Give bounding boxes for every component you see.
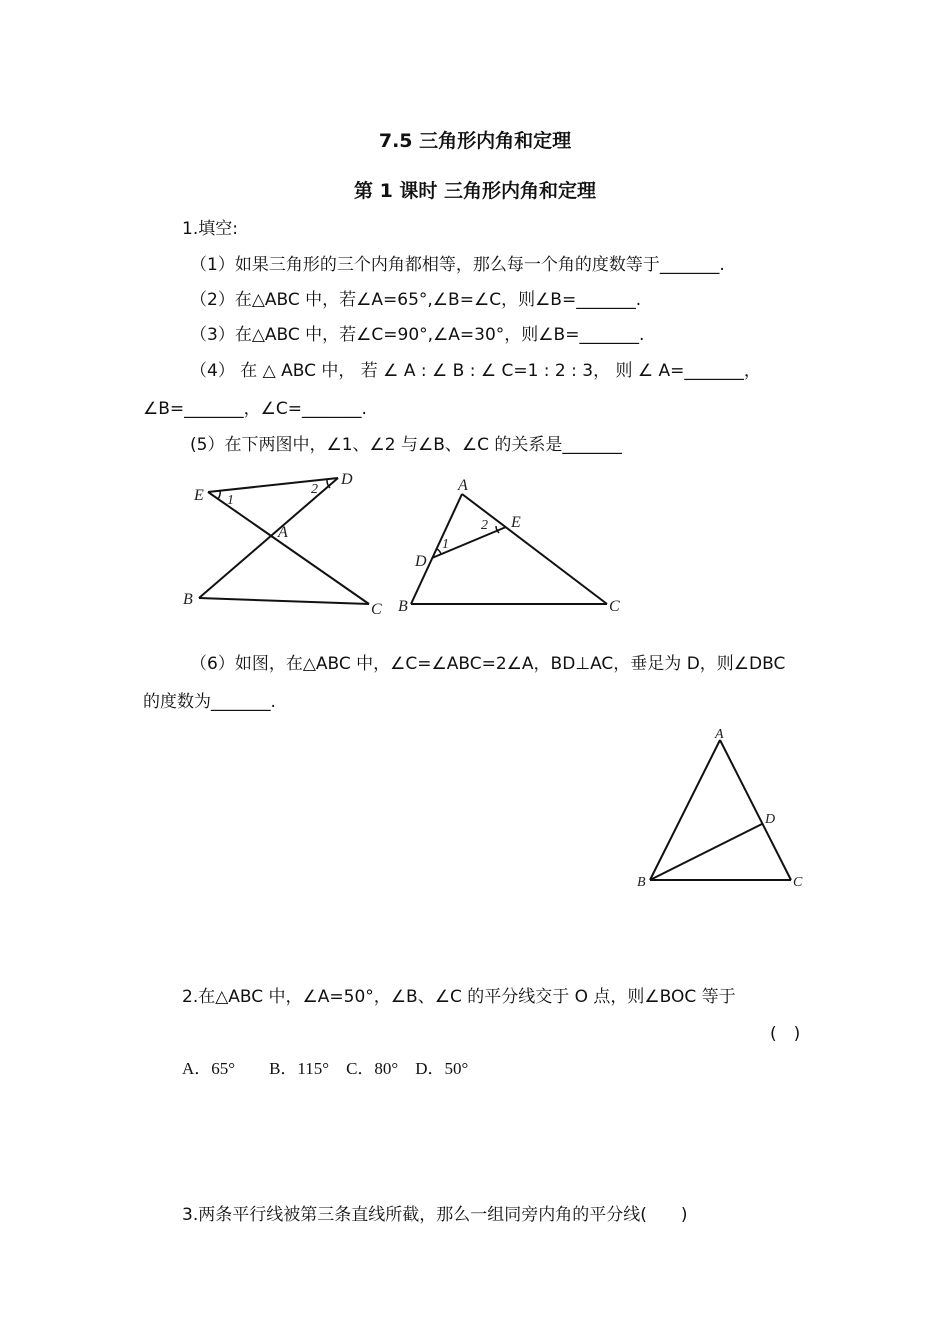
figure-triangle-de [395, 470, 635, 620]
angle-1-arc [437, 549, 441, 554]
q1-header: 1.填空: [182, 219, 238, 239]
angle-1-label: 1 [227, 493, 234, 508]
label-D: D [341, 471, 353, 488]
label-A: A [278, 524, 288, 541]
segment-BD [650, 824, 762, 880]
figure-crossed-triangles [180, 468, 410, 618]
label-C: C [371, 601, 382, 618]
angle-2-label: 2 [311, 482, 318, 497]
q2-options: A．65° B．115° C．80° D．50° [182, 1059, 469, 1078]
q2-stem: 2.在△ABC 中，∠A=50°，∠B、∠C 的平分线交于 O 点，则∠BOC 等于 [182, 987, 736, 1007]
label-B: B [183, 591, 193, 608]
segment-AC [462, 494, 607, 604]
q3-stem: 3.两条平行线被第三条直线所截，那么一组同旁内角的平分线( ) [182, 1205, 688, 1225]
segment-EC [208, 492, 369, 604]
label-E: E [511, 514, 521, 531]
q2-answer-bracket: ( ) [770, 1024, 801, 1044]
q1-part1: （1）如果三角形的三个内角都相等，那么每一个角的度数等于_______. [190, 255, 725, 275]
q1-part6-line1: （6）如图，在△ABC 中，∠C=∠ABC=2∠A，BD⊥AC，垂足为 D，则∠DBC [190, 654, 786, 674]
label-C: C [793, 875, 803, 890]
label-A: A [715, 727, 724, 742]
angle-1-label: 1 [442, 537, 449, 552]
label-E: E [194, 487, 204, 504]
q1-part5: (5）在下两图中，∠1、∠2 与∠B、∠C 的关系是_______ [190, 435, 622, 455]
q1-part6-line2: 的度数为_______. [143, 692, 276, 712]
segment-AB [650, 740, 720, 880]
figure-triangle-bd [630, 725, 810, 895]
lesson-subtitle: 第 1 课时 三角形内角和定理 [353, 180, 597, 202]
q1-part3: （3）在△ABC 中，若∠C=90°,∠A=30°，则∠B=_______. [190, 325, 645, 345]
label-B: B [398, 598, 408, 615]
q1-part4-line2: ∠B=_______，∠C=_______. [143, 399, 367, 419]
q1-part4-line1: （4） 在 △ ABC 中， 若 ∠ A : ∠ B : ∠ C=1 : 2 : 3， 则 ∠ A=_______， [190, 361, 761, 381]
label-D: D [765, 812, 776, 827]
segment-BC [199, 598, 369, 604]
segment-AC [720, 740, 791, 880]
label-D: D [415, 553, 427, 570]
angle-2-label: 2 [481, 518, 488, 533]
segment-ED [208, 478, 338, 492]
page-title: 7.5 三角形内角和定理 [378, 130, 572, 152]
label-B: B [637, 875, 646, 890]
label-A: A [458, 477, 468, 494]
label-C: C [609, 598, 620, 615]
q1-part2: （2）在△ABC 中，若∠A=65°,∠B=∠C，则∠B=_______. [190, 290, 642, 310]
